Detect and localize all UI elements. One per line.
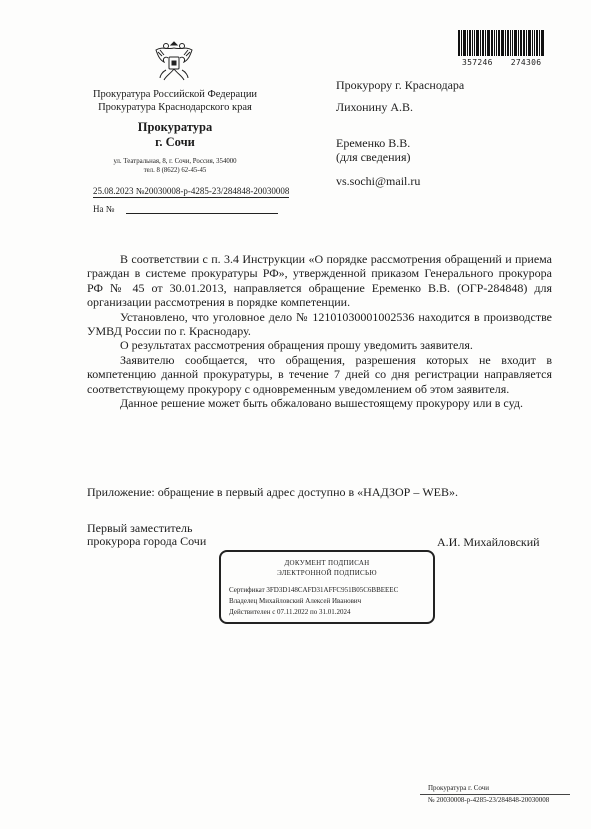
reference-label: На № <box>93 204 115 214</box>
reference-blank-line <box>126 205 278 214</box>
body-paragraph-4: Заявителю сообщается, что обращения, разрешения которых не входит в компетенцию данной прокуратуры, в течение 7 дней со дня регистрации направляется соответствующему прокурору с одновременным уведомлением об этом заявителя. <box>87 352 552 396</box>
reference-number-field <box>93 204 278 214</box>
org-header <box>80 88 270 114</box>
org-title-line-1: Прокуратура <box>137 120 213 134</box>
org-line-1: Прокуратура Российской Федерации <box>92 89 258 100</box>
signer-name: А.И. Михайловский <box>437 535 540 549</box>
stamp-title-line-2: ЭЛЕКТРОННОЙ ПОДПИСЬЮ <box>277 569 377 577</box>
stamp-title-line-1: ДОКУМЕНТ ПОДПИСАН <box>284 559 370 567</box>
org-line-2: Прокуратура Краснодарского края <box>98 102 252 113</box>
appendix-line: Приложение: обращение в первый адрес доступно в «НАДЗОР – WEB». <box>87 485 459 499</box>
signer-position-line-2: прокурора города Сочи <box>87 534 207 548</box>
signer-position <box>87 522 206 548</box>
barcode <box>458 30 548 56</box>
signer-position-line-1: Первый заместитель <box>87 521 193 535</box>
addressee-line-2: Лихонину А.В. <box>336 100 414 114</box>
addressee-line-1: Прокурору г. Краснодара <box>336 78 465 92</box>
org-address <box>80 157 270 175</box>
body-paragraph-5: Данное решение может быть обжаловано вышестоящему прокурору или в суд. <box>120 396 523 411</box>
letter-body <box>87 252 552 410</box>
org-title-line-2: г. Сочи <box>155 135 195 149</box>
body-paragraph-3: О результатах рассмотрения обращения прошу уведомить заявителя. <box>120 338 473 353</box>
stamp-owner: Владелец Михайловский Алексей Иванович <box>229 597 362 605</box>
body-paragraph-2: Установлено, что уголовное дело № 12101030001002536 находится в производстве УМВД России по г. Краснодару. <box>87 309 552 339</box>
barcode-number-right: 274306 <box>510 58 542 67</box>
org-address-line-2: тел. 8 (8622) 62-45-45 <box>143 167 207 174</box>
footer-line-1: Прокуратура г. Сочи <box>420 783 570 795</box>
barcode-numbers <box>462 58 541 67</box>
body-paragraph-1: В соответствии с п. 3.4 Инструкции «О порядке рассмотрения обращений и приема граждан в системе прокуратуры РФ», утвержденной приказом Генерального прокурора РФ № 45 от 30.01.2013, направляется обращение Еременко В.В. (ОГР-284848) для организации рассмотрения в порядке компетенции. <box>87 252 552 310</box>
footer-registration <box>420 783 570 805</box>
org-address-line-1: ул. Театральная, 8, г. Сочи, Россия, 354000 <box>113 158 237 165</box>
addressee-block <box>336 78 464 188</box>
registration-number: 25.08.2023 №20030008-р-4285-23/284848-20030008 <box>93 186 290 196</box>
addressee-line-3: Еременко В.В. <box>336 136 411 150</box>
coat-of-arms-icon <box>152 38 196 84</box>
electronic-signature-stamp <box>219 550 435 624</box>
addressee-line-4: (для сведения) <box>336 150 411 164</box>
addressee-email: vs.sochi@mail.ru <box>336 174 421 188</box>
org-title <box>80 120 270 150</box>
stamp-validity: Действителен с 07.11.2022 по 31.01.2024 <box>229 608 351 616</box>
stamp-certificate: Сертификат 3FD3D148CAFD31AFFC951B05C6BBEEEC <box>229 586 399 594</box>
barcode-number-left: 357246 <box>462 58 493 67</box>
footer-line-2: № 20030008-р-4285-23/284848-20030008 <box>428 796 550 804</box>
